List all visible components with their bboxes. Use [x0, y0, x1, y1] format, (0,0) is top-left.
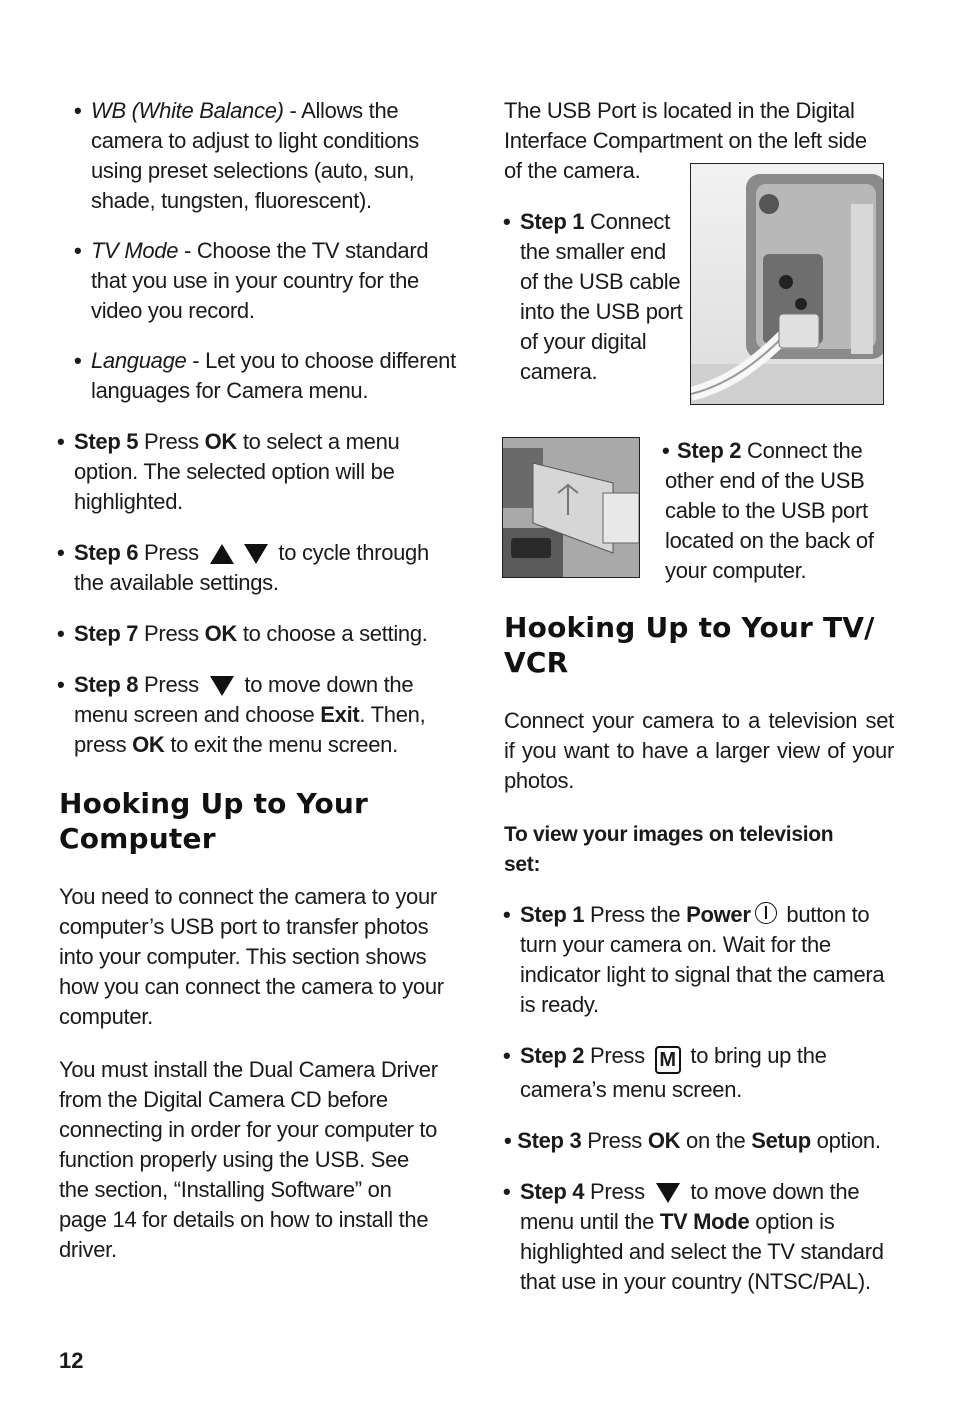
- camera-usb-port-photo: [690, 163, 884, 405]
- step-label: Step 6: [74, 540, 139, 565]
- ok-key: OK: [132, 732, 165, 757]
- step-label: Step 3: [517, 1128, 582, 1153]
- tv-subheading: To view your images on television set:: [504, 823, 834, 876]
- tv-step-1: • Step 1 Press the Power button to turn your camera on. Wait for the indicator light to signal that the camera is ready.: [503, 902, 885, 1017]
- setup-key: Setup: [751, 1128, 811, 1153]
- left-column: [59, 96, 454, 1265]
- page-number: 12: [59, 1348, 84, 1373]
- bullet-text: - Let you to choose different languages for Camera menu.: [91, 348, 456, 403]
- step-label: Step 8: [74, 672, 139, 697]
- bullet-dot: •: [74, 98, 82, 123]
- bullet-dot: •: [503, 1179, 511, 1204]
- section-heading-tv: Hooking Up to Your TV/ VCR: [504, 611, 875, 679]
- bullet-term: TV Mode: [91, 238, 179, 263]
- computer-usb-port-photo: [502, 437, 640, 578]
- usb-step-1: • Step 1 Connect the smaller end of the USB cable into the USB port of your digital camera.: [503, 209, 683, 384]
- power-key: Power: [686, 902, 751, 927]
- down-arrow-icon: [244, 544, 268, 564]
- step-label: Step 7: [74, 621, 139, 646]
- bullet-dot: •: [503, 1043, 511, 1068]
- bullet-dot: •: [74, 348, 82, 373]
- bullet-language: [74, 346, 461, 406]
- step-label: Step 2: [520, 1043, 585, 1068]
- usb-step-2: • Step 2 Connect the other end of the USB cable to the USB port located on the back of your computer.: [662, 438, 874, 583]
- up-arrow-icon: [210, 544, 234, 564]
- tv-step-3: • Step 3 Press OK on the Setup option.: [504, 1128, 881, 1153]
- paragraph-computer-intro: You need to connect the camera to your computer’s USB port to transfer photos into your computer. This section shows how you can connect the camera to your computer.: [59, 884, 444, 1029]
- step-label: Step 2: [677, 438, 742, 463]
- tv-step-4: • Step 4 Press to move down the menu until the TV Mode option is highlighted and select the TV standard that use in your country (NTSC/PAL).: [503, 1179, 884, 1294]
- step-label: Step 1: [520, 209, 585, 234]
- bullet-wb: [74, 96, 451, 216]
- step-label: Step 5: [74, 429, 139, 454]
- tv-mode-key: TV Mode: [659, 1209, 750, 1234]
- power-icon: [755, 902, 777, 924]
- section-heading-computer: Hooking Up to Your Computer: [59, 787, 369, 855]
- bullet-dot: •: [503, 209, 511, 234]
- usb-port-intro: The USB Port is located in the Digital Interface Compartment on the left side of the camera.: [504, 98, 867, 183]
- paragraph-tv-intro: Connect your camera to a television set if you want to have a larger view of your photos.: [504, 708, 894, 793]
- paragraph-driver-note: You must install the Dual Camera Driver from the Digital Camera CD before connecting in order for your computer to function properly using the USB. See the section, “Installing Software” on page 14 for details on how to install the driver.: [59, 1057, 438, 1262]
- bullet-term: WB (White Balance): [91, 98, 284, 123]
- bullet-term: Language: [91, 348, 187, 373]
- tv-step-2: • Step 2 Press M to bring up the camera’s menu screen.: [520, 1040, 890, 1106]
- bullet-dot: •: [57, 621, 65, 646]
- bullet-text: - Choose the TV standard that you use in your country for the video you record.: [91, 238, 429, 323]
- step-8: • Step 8 Press to move down the menu screen and choose Exit. Then, press OK to exit the menu screen.: [57, 672, 426, 757]
- step-5: • Step 5 Press OK to select a menu option. The selected option will be highlighted.: [57, 429, 400, 514]
- bullet-dot: •: [74, 238, 82, 263]
- menu-button-icon: M: [655, 1046, 681, 1074]
- ok-key: OK: [647, 1128, 681, 1153]
- tv-section: [504, 610, 896, 1297]
- down-arrow-icon: [210, 676, 234, 696]
- usb-plug-illustration: [503, 438, 639, 577]
- bullet-dot: •: [57, 429, 65, 454]
- bullet-dot: •: [57, 672, 65, 697]
- camera-illustration: [691, 164, 883, 404]
- exit-key: Exit: [320, 702, 360, 727]
- bullet-dot: •: [503, 902, 511, 927]
- step-label: Step 4: [520, 1179, 585, 1204]
- bullet-dot: •: [57, 540, 65, 565]
- down-arrow-icon: [656, 1183, 680, 1203]
- step-label: Step 1: [520, 902, 585, 927]
- step-6: • Step 6 Press to cycle through the available settings.: [57, 540, 429, 595]
- ok-key: OK: [204, 621, 238, 646]
- bullet-dot: •: [662, 438, 670, 463]
- bullet-tv-mode: [74, 236, 451, 326]
- bullet-text: - Allows the camera to adjust to light conditions using preset selections (auto, sun, shade, tungsten, fluorescent).: [91, 98, 419, 213]
- step-7: • Step 7 Press OK to choose a setting.: [74, 619, 449, 649]
- bullet-dot: •: [504, 1128, 518, 1153]
- ok-key: OK: [204, 429, 238, 454]
